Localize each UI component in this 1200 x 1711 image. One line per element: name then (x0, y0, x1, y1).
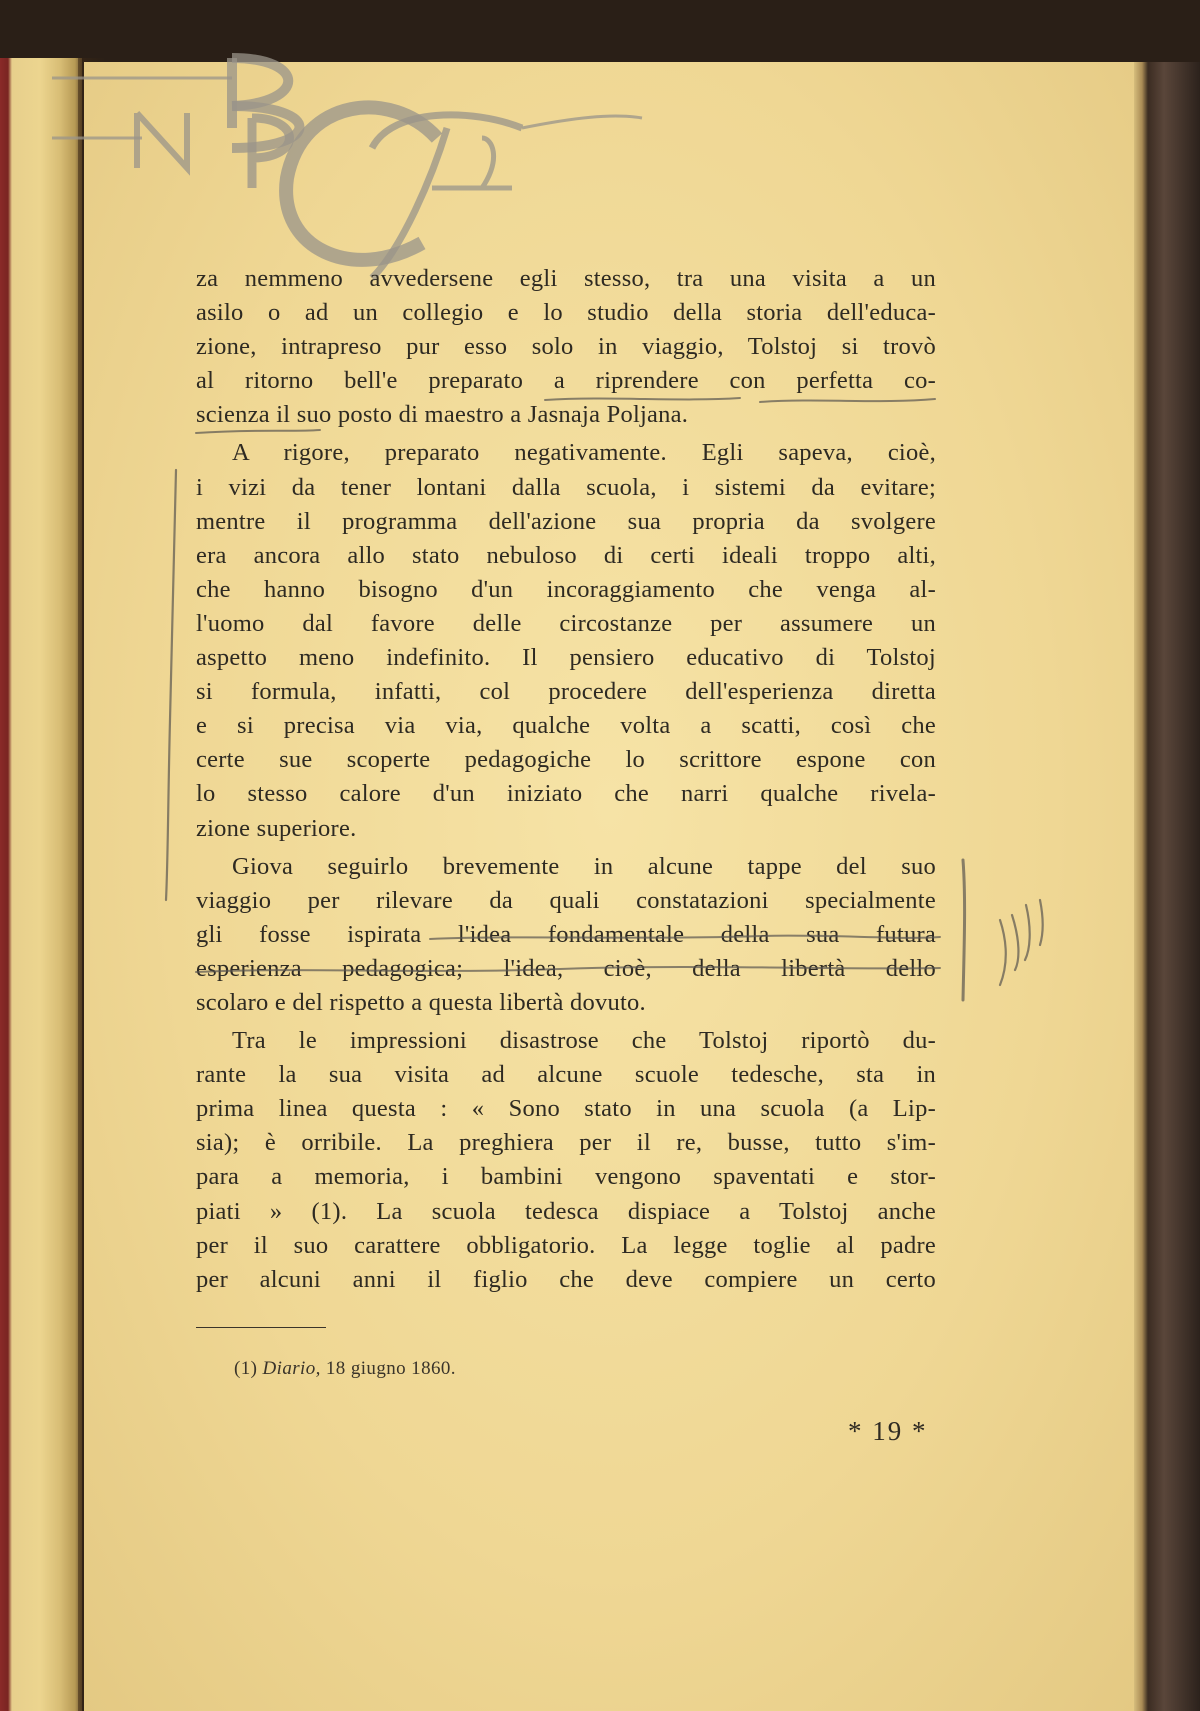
text-line: per il suo carattere obbligatorio. La legge toglie al padre (196, 1231, 936, 1259)
text-line: era ancora allo stato nebuloso di certi ideali troppo alti, (196, 541, 936, 569)
footnote-rule (196, 1327, 326, 1328)
text-line: si formula, infatti, col procedere dell'esperienza diretta (196, 678, 936, 706)
text-line: che hanno bisogno d'un incoraggiamento che venga al- (196, 575, 936, 603)
text-line: per alcuni anni il figlio che deve compiere un certo (196, 1265, 936, 1293)
text-line: certe sue scoperte pedagogiche lo scrittore espone con (196, 746, 936, 774)
text-line: aspetto meno indefinito. Il pensiero educativo di Tolstoj (196, 644, 936, 672)
text-line: A rigore, preparato negativamente. Egli sapeva, cioè, (232, 439, 936, 467)
text-line: zione superiore. (196, 814, 357, 842)
library-watermark-logo (52, 18, 712, 298)
text-line: piati » (1). La scuola tedesca dispiace a Tolstoj anche (196, 1197, 936, 1225)
text-line: za nemmeno avvedersene egli stesso, tra una visita a un (196, 265, 936, 292)
text-line: l'uomo dal favore delle circostanze per assumere un (196, 609, 936, 637)
body-text (196, 262, 936, 1297)
text-line: Giova seguirlo brevemente in alcune tappe del suo (232, 852, 936, 880)
text-line: mentre il programma dell'azione sua propria da svolgere (196, 507, 936, 535)
page-number: * 19 * (848, 1416, 928, 1446)
text-line: zione, intrapreso pur esso solo in viaggio, Tolstoj si trovò (196, 333, 936, 361)
text-line: lo stesso calore d'un iniziato che narri qualche rivela- (196, 780, 936, 808)
text-line: scienza il suo posto di maestro a Jasnaja Poljana. (196, 401, 689, 429)
footnote-title: Diario, (262, 1358, 321, 1379)
text-line: viaggio per rilevare da quali constatazioni specialmente (196, 886, 936, 914)
text-line: sia); è orribile. La preghiera per il re, busse, tutto s'im- (196, 1129, 936, 1157)
text-line: prima linea questa : « Sono stato in una scuola (a Lip- (196, 1095, 936, 1123)
text-line: gli fosse ispirata l'idea fondamentale della sua futura (196, 920, 936, 948)
text-line: al ritorno bell'e preparato a riprendere con perfetta co- (196, 367, 936, 395)
footnote (234, 1358, 456, 1380)
text-line: asilo o ad un collegio e lo studio della storia dell'educa- (196, 299, 936, 327)
text-line: i vizi da tener lontani dalla scuola, i sistemi da evitare; (196, 473, 936, 501)
text-line: esperienza pedagogica; l'idea, cioè, della libertà dello (196, 954, 936, 982)
facing-page-edge (0, 58, 82, 1711)
text-line: scolaro e del rispetto a questa libertà dovuto. (196, 988, 646, 1016)
footnote-marker: (1) (234, 1358, 258, 1379)
text-line: rante la sua visita ad alcune scuole tedesche, sta in (196, 1061, 936, 1089)
footnote-date: 18 giugno 1860. (325, 1358, 456, 1379)
text-line: e si precisa via via, qualche volta a scatti, così che (196, 712, 936, 740)
text-line: para a memoria, i bambini vengono spaventati e stor- (196, 1163, 936, 1191)
text-line: Tra le impressioni disastrose che Tolstoj riportò du- (232, 1027, 936, 1055)
book-edge-right (1134, 62, 1200, 1711)
